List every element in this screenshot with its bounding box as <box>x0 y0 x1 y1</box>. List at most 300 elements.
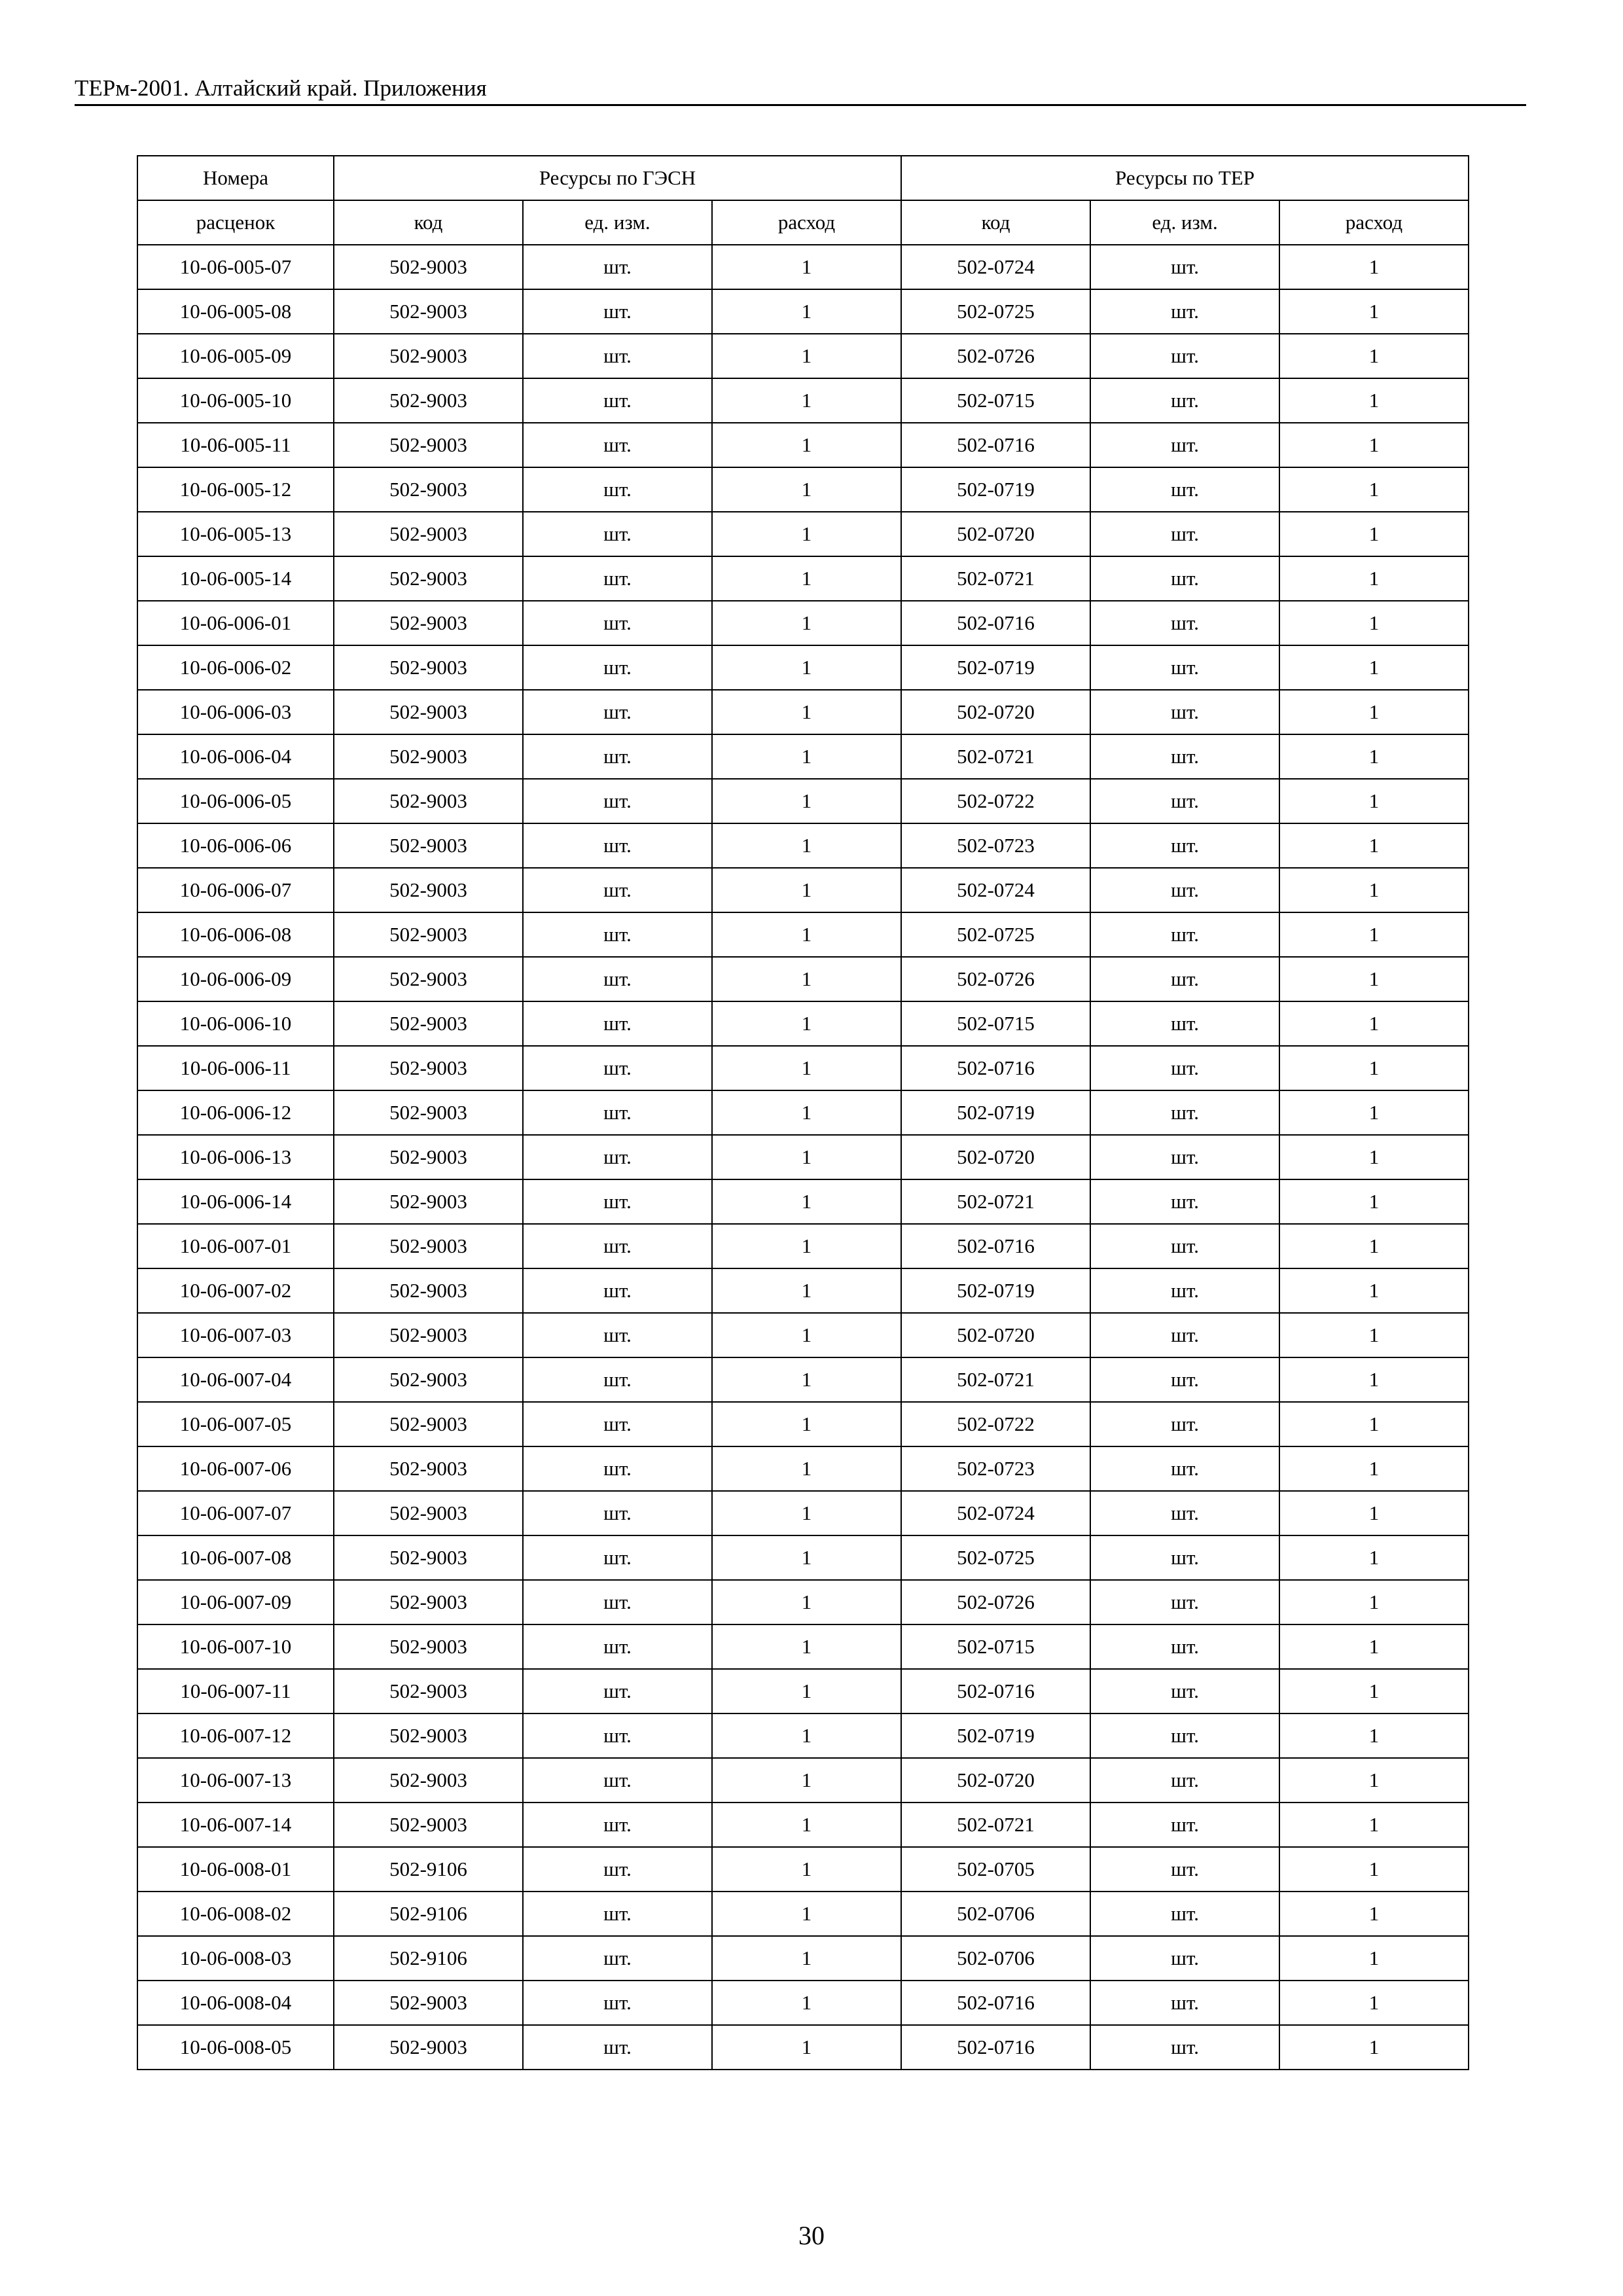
gesn-unit-cell: шт. <box>523 1090 712 1135</box>
ter-code-cell: 502-0705 <box>901 1847 1090 1892</box>
table-row <box>137 1179 1469 1224</box>
gesn-amount-cell: 1 <box>712 289 901 334</box>
gesn-code-cell: 502-9003 <box>334 1446 523 1491</box>
table-row <box>137 601 1469 645</box>
ter-code-cell: 502-0724 <box>901 1491 1090 1535</box>
ter-amount-cell: 1 <box>1279 1535 1469 1580</box>
gesn-amount-cell: 1 <box>712 1535 901 1580</box>
gesn-unit-cell: шт. <box>523 1803 712 1847</box>
rate-number-cell: 10-06-006-11 <box>137 1046 334 1090</box>
ter-code-cell: 502-0722 <box>901 779 1090 823</box>
ter-amount-cell: 1 <box>1279 556 1469 601</box>
gesn-code-cell: 502-9003 <box>334 512 523 556</box>
ter-amount-cell: 1 <box>1279 1491 1469 1535</box>
ter-amount-cell: 1 <box>1279 1713 1469 1758</box>
table-row <box>137 467 1469 512</box>
ter-amount-cell: 1 <box>1279 1758 1469 1803</box>
rate-number-cell: 10-06-006-01 <box>137 601 334 645</box>
header-ter-amount: расход <box>1279 200 1469 245</box>
gesn-amount-cell: 1 <box>712 1491 901 1535</box>
table-row <box>137 1624 1469 1669</box>
rate-number-cell: 10-06-007-11 <box>137 1669 334 1713</box>
rate-number-cell: 10-06-007-09 <box>137 1580 334 1624</box>
ter-code-cell: 502-0716 <box>901 1046 1090 1090</box>
ter-code-cell: 502-0719 <box>901 1090 1090 1135</box>
ter-amount-cell: 1 <box>1279 1179 1469 1224</box>
table-row <box>137 1803 1469 1847</box>
ter-amount-cell: 1 <box>1279 912 1469 957</box>
ter-unit-cell: шт. <box>1090 601 1279 645</box>
gesn-unit-cell: шт. <box>523 1936 712 1981</box>
ter-amount-cell: 1 <box>1279 868 1469 912</box>
page-header <box>75 73 1526 106</box>
ter-amount-cell: 1 <box>1279 1847 1469 1892</box>
gesn-code-cell: 502-9003 <box>334 912 523 957</box>
table-row <box>137 512 1469 556</box>
gesn-code-cell: 502-9003 <box>334 334 523 378</box>
resources-table <box>137 155 1469 2070</box>
ter-unit-cell: шт. <box>1090 912 1279 957</box>
ter-code-cell: 502-0725 <box>901 289 1090 334</box>
gesn-code-cell: 502-9003 <box>334 1580 523 1624</box>
gesn-amount-cell: 1 <box>712 823 901 868</box>
ter-code-cell: 502-0721 <box>901 1803 1090 1847</box>
ter-unit-cell: шт. <box>1090 1446 1279 1491</box>
rate-number-cell: 10-06-007-12 <box>137 1713 334 1758</box>
gesn-unit-cell: шт. <box>523 1580 712 1624</box>
header-row-columns <box>137 200 1469 245</box>
rate-number-cell: 10-06-006-06 <box>137 823 334 868</box>
ter-code-cell: 502-0725 <box>901 912 1090 957</box>
ter-code-cell: 502-0720 <box>901 512 1090 556</box>
gesn-amount-cell: 1 <box>712 1803 901 1847</box>
ter-amount-cell: 1 <box>1279 1135 1469 1179</box>
gesn-amount-cell: 1 <box>712 1847 901 1892</box>
rate-number-cell: 10-06-007-03 <box>137 1313 334 1357</box>
ter-code-cell: 502-0726 <box>901 334 1090 378</box>
header-gesn-resources: Ресурсы по ГЭСН <box>334 156 901 200</box>
ter-amount-cell: 1 <box>1279 334 1469 378</box>
ter-unit-cell: шт. <box>1090 1268 1279 1313</box>
rate-number-cell: 10-06-008-02 <box>137 1892 334 1936</box>
ter-unit-cell: шт. <box>1090 690 1279 734</box>
table-row <box>137 734 1469 779</box>
rate-number-cell: 10-06-006-13 <box>137 1135 334 1179</box>
ter-unit-cell: шт. <box>1090 1713 1279 1758</box>
gesn-amount-cell: 1 <box>712 1313 901 1357</box>
ter-amount-cell: 1 <box>1279 734 1469 779</box>
gesn-code-cell: 502-9003 <box>334 1090 523 1135</box>
table-row <box>137 868 1469 912</box>
ter-amount-cell: 1 <box>1279 423 1469 467</box>
ter-amount-cell: 1 <box>1279 1669 1469 1713</box>
rate-number-cell: 10-06-008-03 <box>137 1936 334 1981</box>
gesn-unit-cell: шт. <box>523 1535 712 1580</box>
gesn-unit-cell: шт. <box>523 245 712 289</box>
gesn-code-cell: 502-9003 <box>334 1313 523 1357</box>
ter-amount-cell: 1 <box>1279 378 1469 423</box>
ter-code-cell: 502-0706 <box>901 1892 1090 1936</box>
gesn-amount-cell: 1 <box>712 1624 901 1669</box>
gesn-amount-cell: 1 <box>712 1001 901 1046</box>
ter-amount-cell: 1 <box>1279 289 1469 334</box>
ter-code-cell: 502-0719 <box>901 1713 1090 1758</box>
gesn-amount-cell: 1 <box>712 556 901 601</box>
gesn-unit-cell: шт. <box>523 1624 712 1669</box>
header-row-groups <box>137 156 1469 200</box>
ter-code-cell: 502-0726 <box>901 1580 1090 1624</box>
ter-code-cell: 502-0720 <box>901 1135 1090 1179</box>
gesn-amount-cell: 1 <box>712 779 901 823</box>
gesn-amount-cell: 1 <box>712 1981 901 2025</box>
gesn-unit-cell: шт. <box>523 467 712 512</box>
rate-number-cell: 10-06-007-10 <box>137 1624 334 1669</box>
gesn-amount-cell: 1 <box>712 734 901 779</box>
ter-code-cell: 502-0719 <box>901 1268 1090 1313</box>
ter-amount-cell: 1 <box>1279 1803 1469 1847</box>
ter-unit-cell: шт. <box>1090 779 1279 823</box>
rate-number-cell: 10-06-006-09 <box>137 957 334 1001</box>
gesn-amount-cell: 1 <box>712 512 901 556</box>
table-header <box>137 156 1469 245</box>
gesn-code-cell: 502-9003 <box>334 467 523 512</box>
gesn-unit-cell: шт. <box>523 289 712 334</box>
gesn-unit-cell: шт. <box>523 1001 712 1046</box>
ter-amount-cell: 1 <box>1279 1624 1469 1669</box>
header-number-top: Номера <box>137 156 334 200</box>
gesn-unit-cell: шт. <box>523 1402 712 1446</box>
table-row <box>137 690 1469 734</box>
gesn-unit-cell: шт. <box>523 1847 712 1892</box>
table-row <box>137 1357 1469 1402</box>
header-gesn-code: код <box>334 200 523 245</box>
ter-amount-cell: 1 <box>1279 2025 1469 2070</box>
ter-code-cell: 502-0716 <box>901 1224 1090 1268</box>
ter-amount-cell: 1 <box>1279 690 1469 734</box>
gesn-unit-cell: шт. <box>523 734 712 779</box>
table-row <box>137 1046 1469 1090</box>
rate-number-cell: 10-06-005-08 <box>137 289 334 334</box>
ter-code-cell: 502-0716 <box>901 423 1090 467</box>
gesn-amount-cell: 1 <box>712 1713 901 1758</box>
rate-number-cell: 10-06-007-08 <box>137 1535 334 1580</box>
gesn-unit-cell: шт. <box>523 1313 712 1357</box>
gesn-code-cell: 502-9003 <box>334 734 523 779</box>
gesn-amount-cell: 1 <box>712 1090 901 1135</box>
gesn-code-cell: 502-9003 <box>334 1046 523 1090</box>
ter-unit-cell: шт. <box>1090 645 1279 690</box>
ter-unit-cell: шт. <box>1090 1179 1279 1224</box>
table-row <box>137 957 1469 1001</box>
table-row <box>137 645 1469 690</box>
gesn-unit-cell: шт. <box>523 1357 712 1402</box>
rate-number-cell: 10-06-005-12 <box>137 467 334 512</box>
gesn-amount-cell: 1 <box>712 1580 901 1624</box>
rate-number-cell: 10-06-007-04 <box>137 1357 334 1402</box>
table-row <box>137 289 1469 334</box>
ter-code-cell: 502-0723 <box>901 823 1090 868</box>
ter-unit-cell: шт. <box>1090 957 1279 1001</box>
ter-amount-cell: 1 <box>1279 1090 1469 1135</box>
gesn-amount-cell: 1 <box>712 912 901 957</box>
gesn-unit-cell: шт. <box>523 556 712 601</box>
header-ter-unit: ед. изм. <box>1090 200 1279 245</box>
ter-code-cell: 502-0716 <box>901 1669 1090 1713</box>
table-body <box>137 245 1469 2070</box>
table-row <box>137 1135 1469 1179</box>
rate-number-cell: 10-06-005-07 <box>137 245 334 289</box>
gesn-unit-cell: шт. <box>523 1046 712 1090</box>
table-row <box>137 1402 1469 1446</box>
ter-unit-cell: шт. <box>1090 1669 1279 1713</box>
ter-code-cell: 502-0715 <box>901 378 1090 423</box>
ter-unit-cell: шт. <box>1090 1224 1279 1268</box>
ter-unit-cell: шт. <box>1090 334 1279 378</box>
gesn-code-cell: 502-9003 <box>334 423 523 467</box>
gesn-unit-cell: шт. <box>523 1179 712 1224</box>
gesn-unit-cell: шт. <box>523 1981 712 2025</box>
ter-code-cell: 502-0716 <box>901 2025 1090 2070</box>
ter-amount-cell: 1 <box>1279 467 1469 512</box>
table-row <box>137 1892 1469 1936</box>
ter-amount-cell: 1 <box>1279 1268 1469 1313</box>
ter-unit-cell: шт. <box>1090 245 1279 289</box>
rate-number-cell: 10-06-008-04 <box>137 1981 334 2025</box>
gesn-code-cell: 502-9003 <box>334 601 523 645</box>
table-row <box>137 423 1469 467</box>
gesn-amount-cell: 1 <box>712 601 901 645</box>
rate-number-cell: 10-06-007-01 <box>137 1224 334 1268</box>
gesn-amount-cell: 1 <box>712 245 901 289</box>
ter-amount-cell: 1 <box>1279 512 1469 556</box>
ter-unit-cell: шт. <box>1090 1357 1279 1402</box>
gesn-unit-cell: шт. <box>523 645 712 690</box>
gesn-code-cell: 502-9003 <box>334 1758 523 1803</box>
gesn-code-cell: 502-9003 <box>334 1179 523 1224</box>
table-row <box>137 1090 1469 1135</box>
rate-number-cell: 10-06-005-10 <box>137 378 334 423</box>
gesn-code-cell: 502-9003 <box>334 1669 523 1713</box>
gesn-amount-cell: 1 <box>712 334 901 378</box>
ter-code-cell: 502-0725 <box>901 1535 1090 1580</box>
ter-amount-cell: 1 <box>1279 1224 1469 1268</box>
ter-amount-cell: 1 <box>1279 957 1469 1001</box>
gesn-code-cell: 502-9003 <box>334 556 523 601</box>
table-row <box>137 1491 1469 1535</box>
rate-number-cell: 10-06-007-06 <box>137 1446 334 1491</box>
rate-number-cell: 10-06-005-14 <box>137 556 334 601</box>
ter-code-cell: 502-0716 <box>901 1981 1090 2025</box>
ter-unit-cell: шт. <box>1090 1491 1279 1535</box>
ter-amount-cell: 1 <box>1279 1580 1469 1624</box>
ter-unit-cell: шт. <box>1090 1135 1279 1179</box>
ter-amount-cell: 1 <box>1279 1981 1469 2025</box>
gesn-unit-cell: шт. <box>523 779 712 823</box>
ter-code-cell: 502-0721 <box>901 556 1090 601</box>
ter-amount-cell: 1 <box>1279 601 1469 645</box>
rate-number-cell: 10-06-005-09 <box>137 334 334 378</box>
table-row <box>137 1981 1469 2025</box>
gesn-unit-cell: шт. <box>523 1669 712 1713</box>
gesn-amount-cell: 1 <box>712 378 901 423</box>
gesn-code-cell: 502-9003 <box>334 1981 523 2025</box>
ter-amount-cell: 1 <box>1279 823 1469 868</box>
ter-code-cell: 502-0724 <box>901 868 1090 912</box>
gesn-unit-cell: шт. <box>523 378 712 423</box>
table-row <box>137 1268 1469 1313</box>
gesn-amount-cell: 1 <box>712 1936 901 1981</box>
gesn-code-cell: 502-9003 <box>334 1402 523 1446</box>
gesn-code-cell: 502-9003 <box>334 690 523 734</box>
gesn-amount-cell: 1 <box>712 1224 901 1268</box>
ter-code-cell: 502-0724 <box>901 245 1090 289</box>
ter-unit-cell: шт. <box>1090 1001 1279 1046</box>
rate-number-cell: 10-06-007-07 <box>137 1491 334 1535</box>
rate-number-cell: 10-06-006-03 <box>137 690 334 734</box>
gesn-code-cell: 502-9003 <box>334 1268 523 1313</box>
ter-code-cell: 502-0719 <box>901 645 1090 690</box>
gesn-code-cell: 502-9003 <box>334 1224 523 1268</box>
ter-unit-cell: шт. <box>1090 823 1279 868</box>
gesn-unit-cell: шт. <box>523 423 712 467</box>
gesn-unit-cell: шт. <box>523 2025 712 2070</box>
ter-unit-cell: шт. <box>1090 289 1279 334</box>
table-row <box>137 2025 1469 2070</box>
gesn-unit-cell: шт. <box>523 912 712 957</box>
ter-unit-cell: шт. <box>1090 1535 1279 1580</box>
header-ter-resources: Ресурсы по ТЕР <box>901 156 1469 200</box>
rate-number-cell: 10-06-006-05 <box>137 779 334 823</box>
gesn-code-cell: 502-9003 <box>334 1713 523 1758</box>
document-title: ТЕРм-2001. Алтайский край. Приложения <box>75 75 487 101</box>
page-number: 30 <box>798 2221 825 2250</box>
rate-number-cell: 10-06-007-14 <box>137 1803 334 1847</box>
gesn-amount-cell: 1 <box>712 1357 901 1402</box>
gesn-unit-cell: шт. <box>523 1135 712 1179</box>
gesn-amount-cell: 1 <box>712 645 901 690</box>
gesn-code-cell: 502-9003 <box>334 1135 523 1179</box>
rate-number-cell: 10-06-006-10 <box>137 1001 334 1046</box>
ter-code-cell: 502-0719 <box>901 467 1090 512</box>
ter-code-cell: 502-0715 <box>901 1001 1090 1046</box>
gesn-code-cell: 502-9106 <box>334 1936 523 1981</box>
gesn-code-cell: 502-9003 <box>334 1624 523 1669</box>
ter-unit-cell: шт. <box>1090 2025 1279 2070</box>
ter-code-cell: 502-0723 <box>901 1446 1090 1491</box>
table-row <box>137 556 1469 601</box>
header-number-bottom: расценок <box>137 200 334 245</box>
ter-amount-cell: 1 <box>1279 1357 1469 1402</box>
ter-code-cell: 502-0715 <box>901 1624 1090 1669</box>
table-row <box>137 334 1469 378</box>
gesn-unit-cell: шт. <box>523 1491 712 1535</box>
ter-code-cell: 502-0716 <box>901 601 1090 645</box>
table-row <box>137 1001 1469 1046</box>
table-row <box>137 779 1469 823</box>
gesn-code-cell: 502-9003 <box>334 378 523 423</box>
ter-code-cell: 502-0726 <box>901 957 1090 1001</box>
ter-unit-cell: шт. <box>1090 1981 1279 2025</box>
ter-amount-cell: 1 <box>1279 1001 1469 1046</box>
rate-number-cell: 10-06-006-04 <box>137 734 334 779</box>
gesn-amount-cell: 1 <box>712 690 901 734</box>
gesn-code-cell: 502-9003 <box>334 823 523 868</box>
gesn-unit-cell: шт. <box>523 1224 712 1268</box>
rate-number-cell: 10-06-006-12 <box>137 1090 334 1135</box>
rate-number-cell: 10-06-006-02 <box>137 645 334 690</box>
gesn-code-cell: 502-9106 <box>334 1847 523 1892</box>
ter-amount-cell: 1 <box>1279 1313 1469 1357</box>
gesn-unit-cell: шт. <box>523 957 712 1001</box>
ter-code-cell: 502-0721 <box>901 734 1090 779</box>
header-ter-code: код <box>901 200 1090 245</box>
gesn-code-cell: 502-9003 <box>334 645 523 690</box>
ter-amount-cell: 1 <box>1279 1446 1469 1491</box>
table-row <box>137 1758 1469 1803</box>
rate-number-cell: 10-06-007-05 <box>137 1402 334 1446</box>
gesn-unit-cell: шт. <box>523 823 712 868</box>
gesn-unit-cell: шт. <box>523 1892 712 1936</box>
gesn-amount-cell: 1 <box>712 1402 901 1446</box>
table-row <box>137 245 1469 289</box>
gesn-code-cell: 502-9003 <box>334 1001 523 1046</box>
ter-unit-cell: шт. <box>1090 1046 1279 1090</box>
ter-amount-cell: 1 <box>1279 245 1469 289</box>
ter-unit-cell: шт. <box>1090 1758 1279 1803</box>
gesn-code-cell: 502-9003 <box>334 868 523 912</box>
gesn-amount-cell: 1 <box>712 1669 901 1713</box>
gesn-amount-cell: 1 <box>712 467 901 512</box>
gesn-code-cell: 502-9106 <box>334 1892 523 1936</box>
ter-code-cell: 502-0720 <box>901 690 1090 734</box>
ter-unit-cell: шт. <box>1090 1803 1279 1847</box>
rate-number-cell: 10-06-008-01 <box>137 1847 334 1892</box>
gesn-code-cell: 502-9003 <box>334 1357 523 1402</box>
table-row <box>137 912 1469 957</box>
ter-code-cell: 502-0721 <box>901 1179 1090 1224</box>
gesn-unit-cell: шт. <box>523 334 712 378</box>
rate-number-cell: 10-06-007-02 <box>137 1268 334 1313</box>
ter-unit-cell: шт. <box>1090 512 1279 556</box>
table-row <box>137 1313 1469 1357</box>
rate-number-cell: 10-06-006-08 <box>137 912 334 957</box>
table-row <box>137 378 1469 423</box>
ter-unit-cell: шт. <box>1090 378 1279 423</box>
table-row <box>137 1669 1469 1713</box>
gesn-code-cell: 502-9003 <box>334 2025 523 2070</box>
rate-number-cell: 10-06-007-13 <box>137 1758 334 1803</box>
gesn-unit-cell: шт. <box>523 690 712 734</box>
gesn-unit-cell: шт. <box>523 1758 712 1803</box>
table-row <box>137 1847 1469 1892</box>
ter-unit-cell: шт. <box>1090 1090 1279 1135</box>
gesn-code-cell: 502-9003 <box>334 779 523 823</box>
ter-unit-cell: шт. <box>1090 1892 1279 1936</box>
ter-unit-cell: шт. <box>1090 467 1279 512</box>
table-row <box>137 1446 1469 1491</box>
ter-amount-cell: 1 <box>1279 1892 1469 1936</box>
ter-unit-cell: шт. <box>1090 734 1279 779</box>
ter-code-cell: 502-0720 <box>901 1758 1090 1803</box>
gesn-amount-cell: 1 <box>712 1179 901 1224</box>
ter-unit-cell: шт. <box>1090 1313 1279 1357</box>
gesn-code-cell: 502-9003 <box>334 245 523 289</box>
ter-unit-cell: шт. <box>1090 556 1279 601</box>
header-gesn-amount: расход <box>712 200 901 245</box>
rate-number-cell: 10-06-006-14 <box>137 1179 334 1224</box>
ter-unit-cell: шт. <box>1090 423 1279 467</box>
ter-amount-cell: 1 <box>1279 779 1469 823</box>
